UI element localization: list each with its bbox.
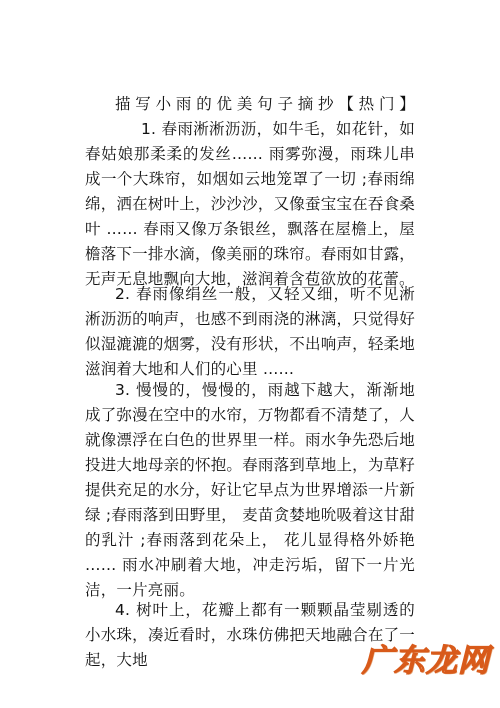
paragraph-4: 4. 树叶上，花瓣上都有一颗颗晶莹剔透的小水珠，凑近看时，水珠仿佛把天地融合在了一起，大地 [85,601,415,669]
document-title: 描写小雨的优美句子摘抄【热门】 [115,95,415,113]
paragraph-1 [85,92,415,292]
paragraph-1-number: 1. [141,120,157,138]
paragraph-1-text: 春雨淅淅沥沥，如牛毛，如花针，如春姑娘那柔柔的发丝…… 雨雾弥漫，雨珠儿串成一个大珠帘，如烟如云地笼罩了一切 ;春雨绵绵，洒在树叶上，沙沙沙，又像蚕宝宝在吞食桑叶 …… 春雨又像万条银丝，飘落在屋檐上，屋檐落下一排水滴，像美丽的珠帘。春雨如甘露，无声无息地飘向大地，滋润着含苞欲放的花蕾。 [85,120,415,288]
paragraph-3: 3. 慢慢的，慢慢的，雨越下越大，渐渐地成了弥漫在空中的水帘，万物都看不清楚了，人就像漂浮在白色的世界里一样。雨水争先恐后地投进大地母亲的怀抱。春雨落到草地上，为草籽提供充足的水分，好让它早点为世界增添一片新绿 ;春雨落到田野里， 麦苗贪婪地吮吸着这甘甜的乳汁 ;春雨落到花朵上， 花儿显得格外娇艳 …… 雨水冲刷着大地，冲走污垢，留下一片光洁，一片亮丽。 [85,381,415,599]
paragraph-2: 2. 春雨像绢丝一般，又轻又细，听不见淅淅沥沥的响声，也感不到雨浇的淋漓，只觉得好似湿漉漉的烟雾，没有形状，不出响声，轻柔地滋润着大地和人们的心里 …… [85,285,415,378]
site-watermark: 广东龙网 [362,643,490,679]
